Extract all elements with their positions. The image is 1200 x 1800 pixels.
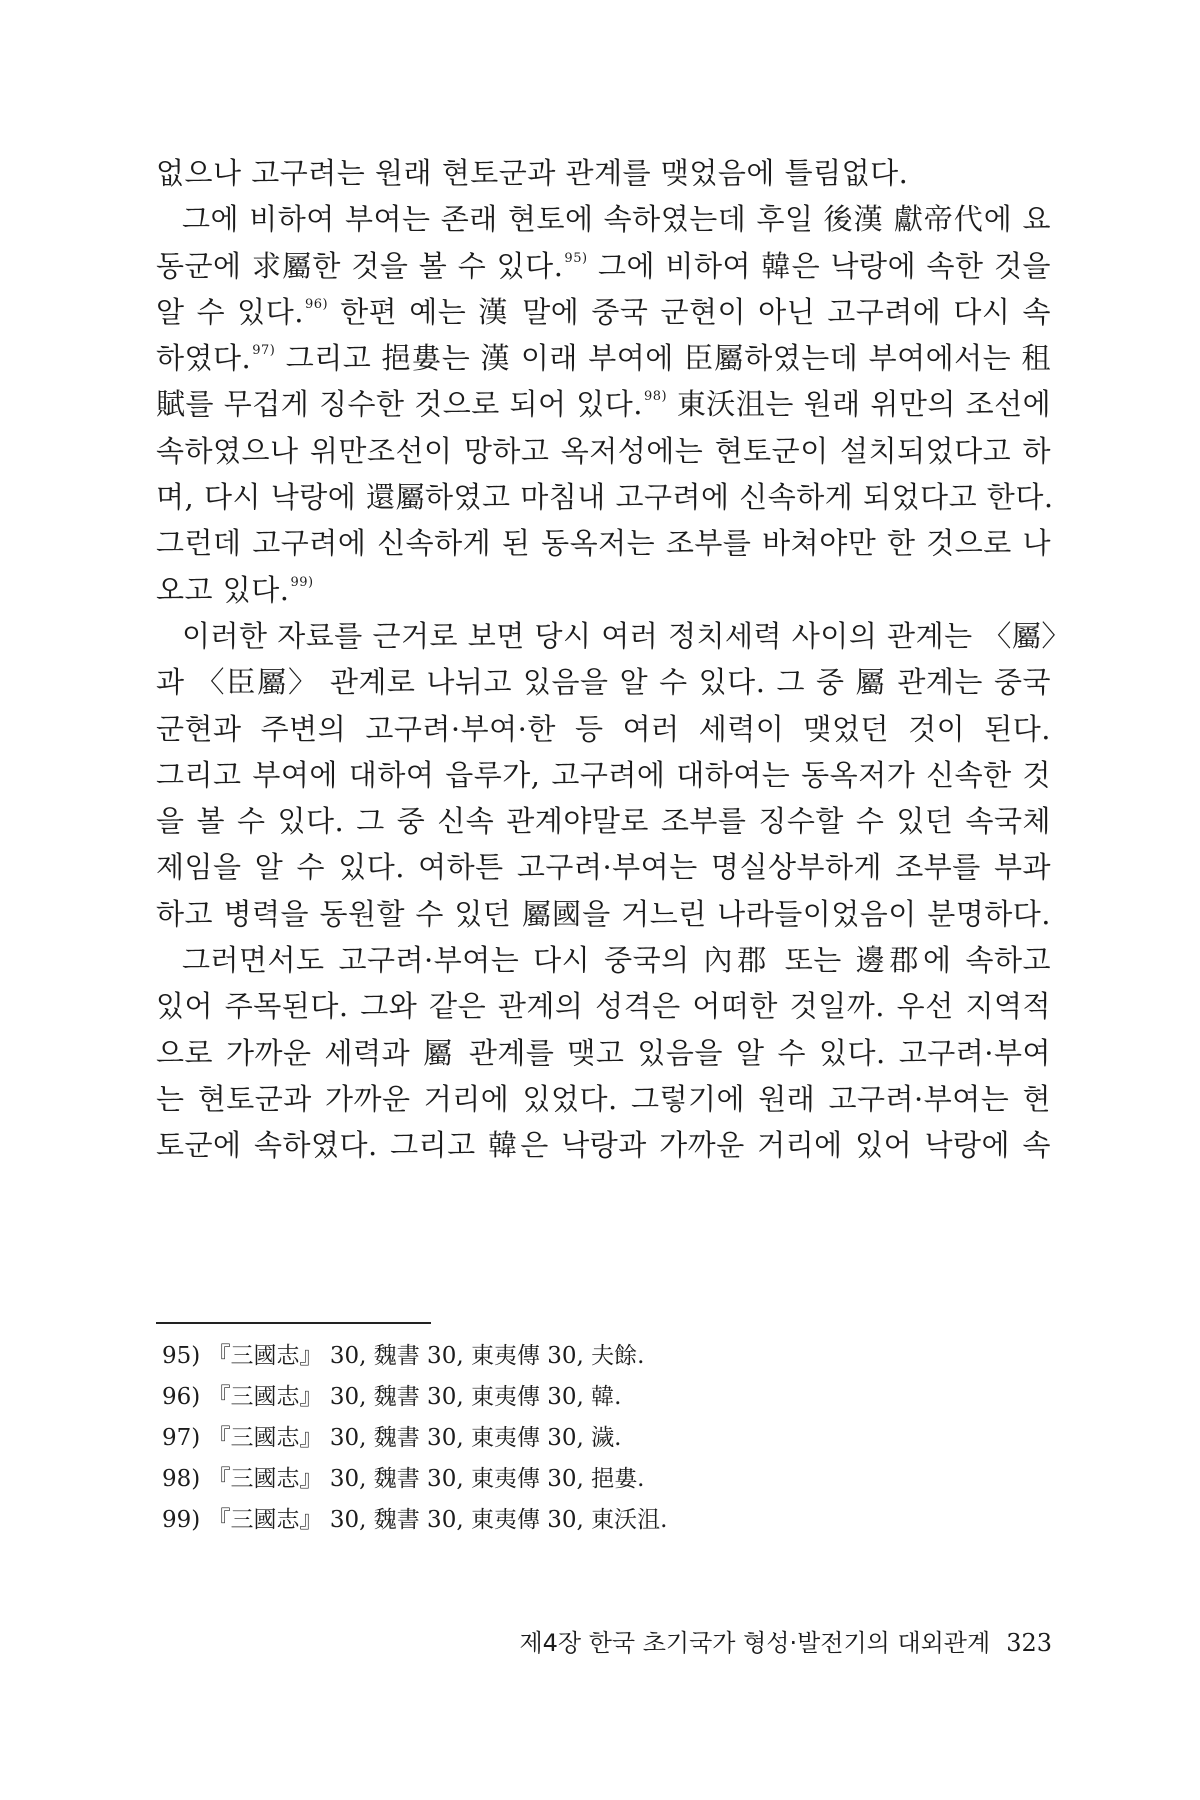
body-line-text: 없으나 고구려는 원래 현토군과 관계를 맺었음에 틀림없다. — [156, 156, 909, 190]
body-line — [156, 1030, 1051, 1076]
body-line — [156, 844, 1051, 890]
body-line-text: 賦를 무겁게 징수한 것으로 되어 있다. — [156, 387, 644, 422]
body-line — [156, 196, 1051, 242]
body-line-text: 그러면서도 고구려·부여는 다시 중국의 內郡 또는 邊郡에 속하고 — [182, 943, 1051, 978]
footnote-ref[interactable]: 96) — [304, 296, 329, 312]
body-line-text: 이러한 자료를 근거로 보면 당시 여러 정치세력 사이의 관계는 〈屬〉 — [182, 618, 1071, 653]
body-line-text: 며, 다시 낙랑에 還屬하였고 마침내 고구려에 신속하게 되었다고 한다. — [156, 480, 1054, 515]
footnote: 99) 『三國志』 30, 魏書 30, 東夷傳 30, 東沃沮. — [162, 1507, 668, 1533]
body-line — [156, 567, 1051, 613]
body-line — [156, 752, 1051, 798]
body-line-text: 그리고 挹婁는 漢 이래 부여에 臣屬하였는데 부여에서는 租 — [275, 341, 1051, 376]
body-line-text: 알 수 있다. — [156, 294, 304, 329]
body-line — [156, 335, 1051, 381]
body-line-text: 하고 병력을 동원할 수 있던 屬國을 거느린 나라들이었음이 분명하다. — [156, 896, 1051, 931]
body-line — [156, 381, 1051, 427]
body-line — [156, 891, 1051, 937]
body-line — [156, 798, 1051, 844]
footnote: 96) 『三國志』 30, 魏書 30, 東夷傳 30, 韓. — [162, 1384, 622, 1410]
body-line-text: 속하였으나 위만조선이 망하고 옥저성에는 현토군이 설치되었다고 하 — [156, 433, 1051, 468]
body-line — [156, 243, 1051, 289]
body-text — [156, 150, 1071, 1169]
body-line — [156, 289, 1051, 335]
body-line-text: 동군에 求屬한 것을 볼 수 있다. — [156, 248, 564, 283]
chapter-title: 제4장 한국 초기국가 형성·발전기의 대외관계 — [519, 1629, 991, 1657]
body-line-text: 으로 가까운 세력과 屬 관계를 맺고 있음을 알 수 있다. 고구려·부여 — [156, 1035, 1051, 1070]
body-line-text: 토군에 속하였다. 그리고 韓은 낙랑과 가까운 거리에 있어 낙랑에 속 — [156, 1128, 1051, 1163]
footnote: 97) 『三國志』 30, 魏書 30, 東夷傳 30, 濊. — [162, 1425, 622, 1451]
body-line-text: 군현과 주변의 고구려·부여·한 등 여러 세력이 맺었던 것이 된다. — [156, 711, 1051, 746]
footnote-ref[interactable]: 95) — [564, 250, 588, 266]
body-line-text: 는 현토군과 가까운 거리에 있었다. 그렇기에 원래 고구려·부여는 현 — [156, 1081, 1051, 1116]
body-line-text: 과 〈臣屬〉 관계로 나뉘고 있음을 알 수 있다. 그 중 屬 관계는 중국 — [156, 665, 1051, 700]
footnotes — [162, 1336, 862, 1541]
body-line-text: 을 볼 수 있다. 그 중 신속 관계야말로 조부를 징수할 수 있던 속국체 — [156, 804, 1051, 839]
footnote: 98) 『三國志』 30, 魏書 30, 東夷傳 30, 挹婁. — [162, 1466, 645, 1492]
body-line-text: 오고 있다. — [156, 572, 290, 607]
page-number: 323 — [1006, 1629, 1052, 1657]
body-line — [156, 983, 1051, 1029]
body-line — [156, 520, 1051, 566]
body-line — [156, 474, 1054, 520]
footnote-ref[interactable]: 99) — [290, 574, 314, 590]
body-line — [156, 937, 1051, 983]
footnote-ref[interactable]: 97) — [252, 343, 276, 359]
body-line-text: 그리고 부여에 대하여 읍루가, 고구려에 대하여는 동옥저가 신속한 것 — [156, 757, 1051, 792]
body-line-text: 그에 비하여 부여는 존래 현토에 속하였는데 후일 後漢 獻帝代에 요 — [182, 202, 1051, 237]
body-line-text: 제임을 알 수 있다. 여하튼 고구려·부여는 명실상부하게 조부를 부과 — [156, 850, 1051, 885]
body-line — [156, 659, 1051, 705]
body-line-text: 있어 주목된다. 그와 같은 관계의 성격은 어떠한 것일까. 우선 지역적 — [156, 989, 1051, 1024]
body-line — [156, 706, 1051, 752]
footnote-divider — [156, 1322, 431, 1324]
running-footer — [472, 1623, 1052, 1658]
body-line — [156, 1122, 1051, 1168]
footnote: 95) 『三國志』 30, 魏書 30, 東夷傳 30, 夫餘. — [162, 1343, 645, 1369]
body-line — [156, 150, 1051, 196]
body-line-text: 그에 비하여 韓은 낙랑에 속한 것을 — [587, 248, 1051, 283]
body-line — [156, 613, 1071, 659]
body-line-text: 그런데 고구려에 신속하게 된 동옥저는 조부를 바쳐야만 한 것으로 나 — [156, 526, 1051, 561]
body-line-text: 東沃沮는 원래 위만의 조선에 — [667, 387, 1052, 422]
body-line — [156, 428, 1051, 474]
footnote-ref[interactable]: 98) — [644, 389, 668, 405]
body-line-text: 한편 예는 漢 말에 중국 군현이 아닌 고구려에 다시 속 — [328, 294, 1051, 329]
body-line-text: 하였다. — [156, 341, 252, 376]
body-line — [156, 1076, 1051, 1122]
